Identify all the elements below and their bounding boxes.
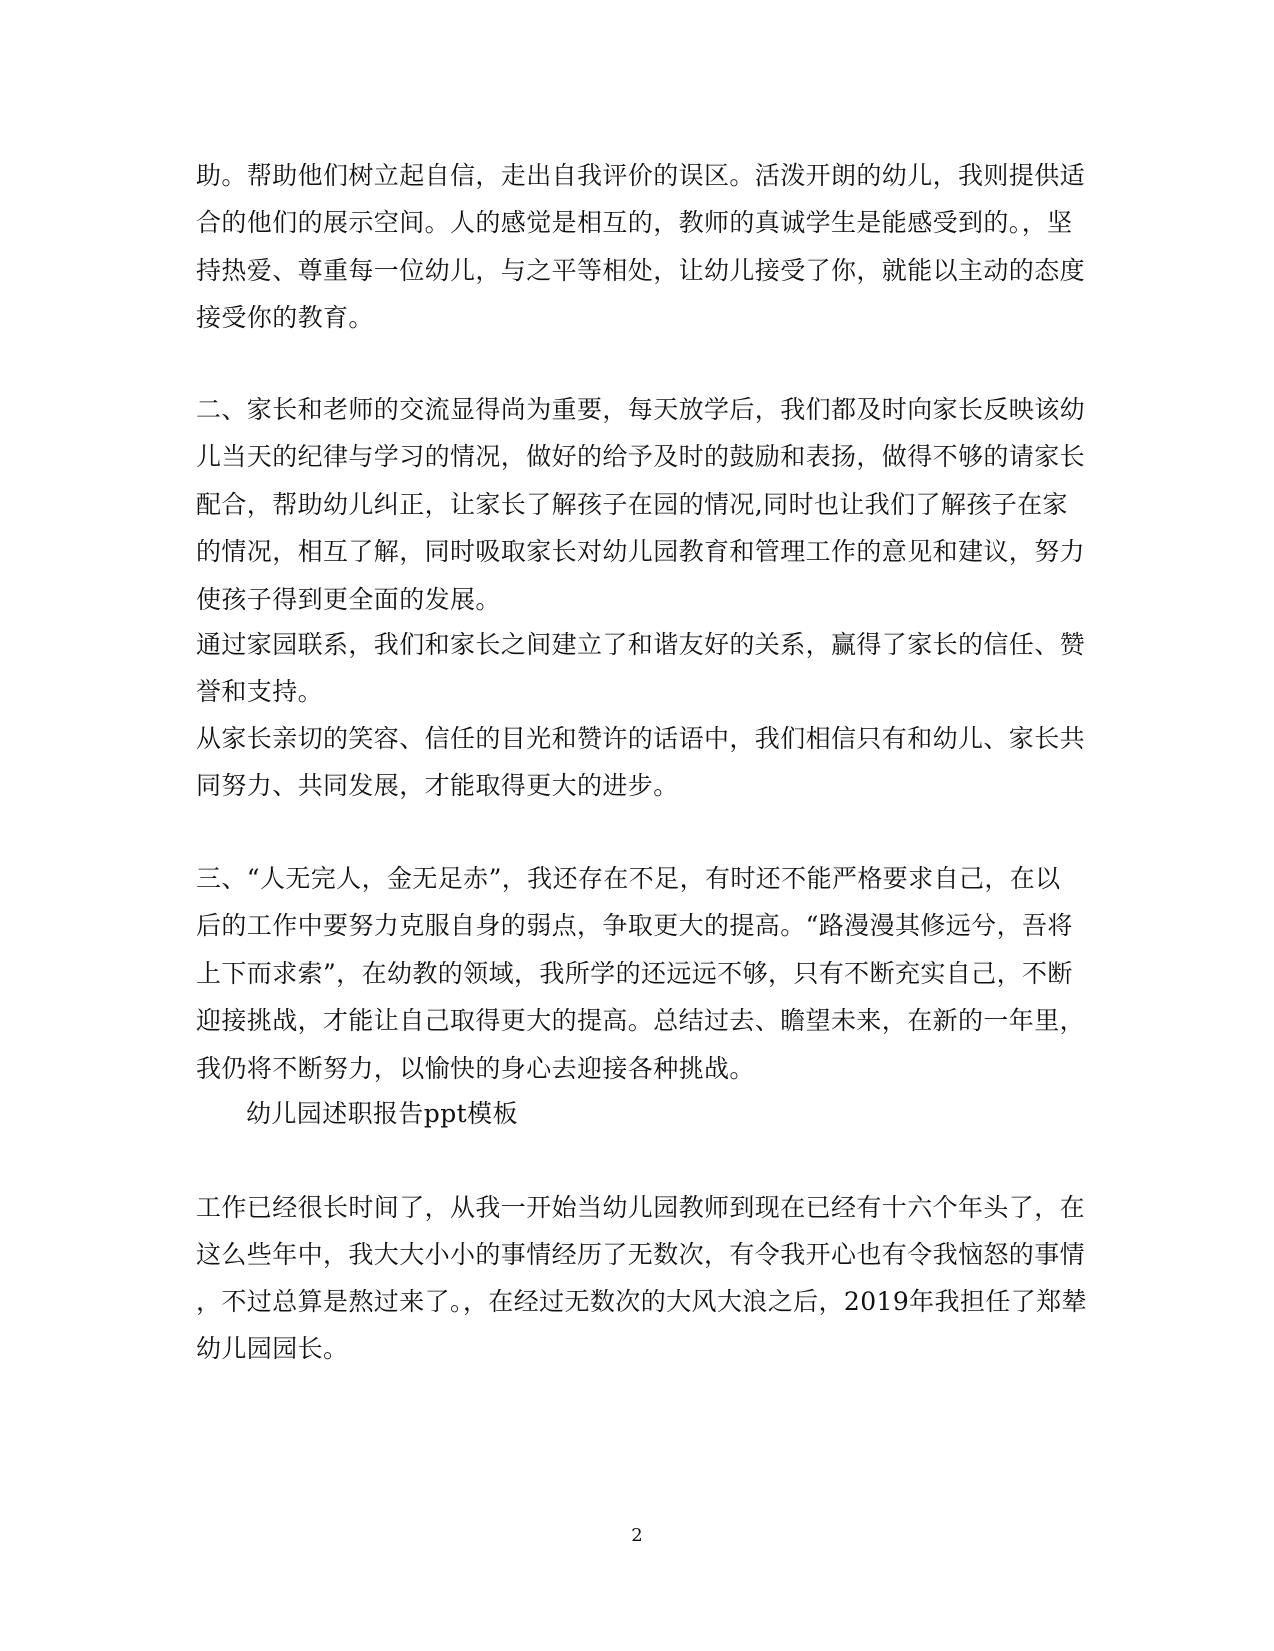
- text-line: 我仍将不断努力，以愉快的身心去迎接各种挑战。: [196, 1054, 755, 1083]
- text-line: 从家长亲切的笑容、信任的目光和赞许的话语中，我们相信只有和幼儿、家长共: [196, 724, 1086, 753]
- text-line: 迎接挑战，才能让自己取得更大的提高。总结过去、瞻望未来，在新的一年里，: [196, 1006, 1086, 1035]
- text-line: 二、家长和老师的交流显得尚为重要，每天放学后，我们都及时向家长反映该幼: [196, 395, 1086, 424]
- text-line: 誉和支持。: [196, 677, 324, 706]
- text-line: 的情况，相互了解，同时吸取家长对幼儿园教育和管理工作的意见和建议，努力: [196, 537, 1086, 566]
- text-line: 上下而求索”，在幼教的领域，我所学的还远远不够，只有不断充实自己，不断: [196, 959, 1073, 988]
- text-line: ，不过总算是熬过来了。，在经过无数次的大风大浪之后，2019年我担任了郑辇: [196, 1287, 1087, 1316]
- text-line: 三、“人无完人，金无足赤”，我还存在不足，有时还不能严格要求自己，在以: [196, 864, 1061, 893]
- page-number: 2: [631, 1525, 643, 1546]
- text-line: 这么些年中，我大大小小的事情经历了无数次，有令我开心也有令我恼怒的事情: [196, 1240, 1086, 1269]
- text-line: 工作已经很长时间了，从我一开始当幼儿园教师到现在已经有十六个年头了，在: [196, 1193, 1086, 1222]
- text-line: 幼儿园园长。: [196, 1334, 349, 1363]
- text-line: 同努力、共同发展，才能取得更大的进步。: [196, 771, 679, 800]
- text-line: 后的工作中要努力克服自身的弱点，争取更大的提高。“路漫漫其修远兮，吾将: [196, 911, 1073, 940]
- text-line: 儿当天的纪律与学习的情况，做好的给予及时的鼓励和表扬，做得不够的请家长: [196, 442, 1086, 471]
- section-heading: 幼儿园述职报告ppt模板: [246, 1099, 518, 1128]
- text-line: 通过家园联系，我们和家长之间建立了和谐友好的关系，赢得了家长的信任、赞: [196, 630, 1086, 659]
- text-line: 持热爱、尊重每一位幼儿，与之平等相处，让幼儿接受了你，就能以主动的态度: [196, 256, 1086, 285]
- text-line: 助。帮助他们树立起自信，走出自我评价的误区。活泼开朗的幼儿，我则提供适: [196, 161, 1086, 190]
- text-line: 合的他们的展示空间。人的感觉是相互的，教师的真诚学生是能感受到的。，坚: [196, 208, 1073, 237]
- text-line: 接受你的教育。: [196, 303, 374, 332]
- text-line: 使孩子得到更全面的发展。: [196, 585, 501, 614]
- text-line: 配合，帮助幼儿纠正，让家长了解孩子在园的情况,同时也让我们了解孩子在家: [196, 490, 1068, 519]
